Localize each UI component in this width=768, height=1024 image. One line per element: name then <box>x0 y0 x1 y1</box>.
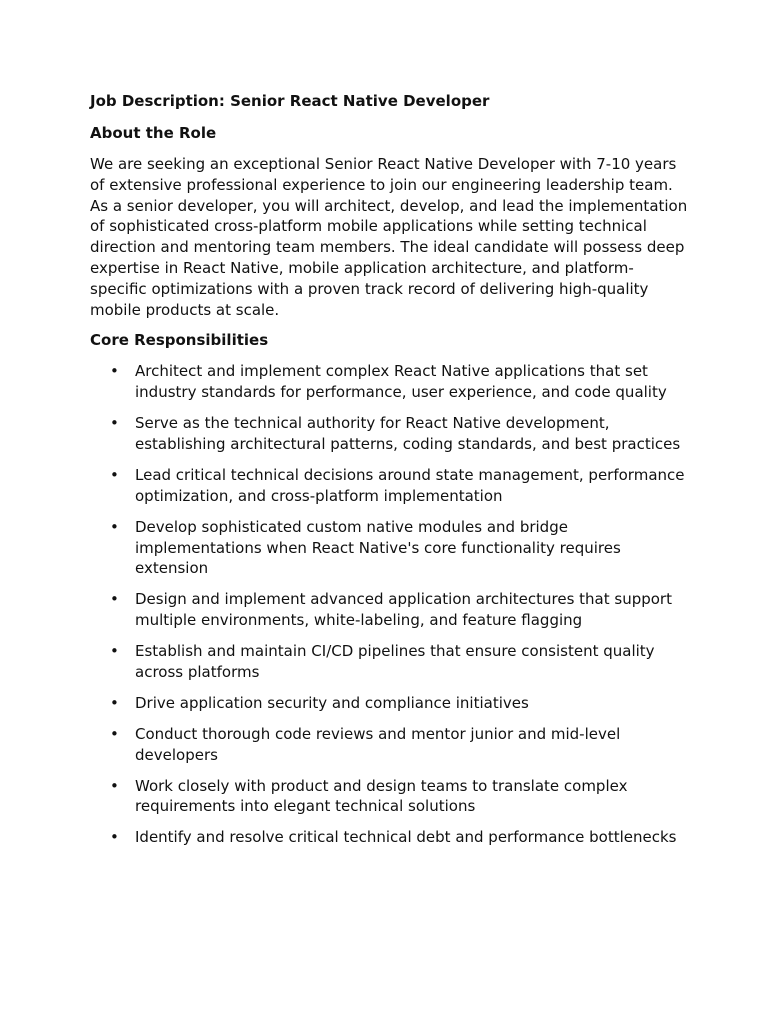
list-item <box>90 589 690 631</box>
list-item-text: Architect and implement complex React Native applications that set industry standards for performance, user experience, and code quality <box>135 362 667 402</box>
bullet-icon: • <box>110 414 119 433</box>
about-heading: About the Role <box>90 124 217 142</box>
document-title: Job Description: Senior React Native Developer <box>90 92 490 110</box>
list-item <box>90 413 690 455</box>
bullet-icon: • <box>110 776 119 795</box>
bullet-icon: • <box>110 724 119 743</box>
list-item-text: Develop sophisticated custom native modules and bridge implementations when React Native's core functionality requires extension <box>135 517 621 578</box>
list-item <box>90 693 690 714</box>
list-item <box>90 361 690 403</box>
document-page <box>90 91 690 858</box>
list-item <box>90 827 690 848</box>
list-item <box>90 776 690 818</box>
list-item-text: Design and implement advanced application architectures that support multiple environments, white-labeling, and feature flagging <box>135 590 672 630</box>
list-item-text: Establish and maintain CI/CD pipelines that ensure consistent quality across platforms <box>135 642 655 681</box>
list-item-text: Conduct thorough code reviews and mentor junior and mid-level developers <box>135 724 621 764</box>
list-item-text: Drive application security and compliance initiatives <box>135 693 529 712</box>
about-paragraph: We are seeking an exceptional Senior React Native Developer with 7-10 years of extensive professional experience to join our engineering leadership team. As a senior developer, you will architect, develop, and lead the implementation of sophisticated cross-platform mobile applications while setting technical direction and mentoring team members. The ideal candidate will possess deep expertise in React Native, mobile application architecture, and platform-specific optimizations with a proven track record of delivering high-quality mobile products at scale. <box>90 155 688 319</box>
list-item-text: Work closely with product and design teams to translate complex requirements into elegant technical solutions <box>135 776 628 816</box>
responsibilities-heading: Core Responsibilities <box>90 331 269 350</box>
bullet-icon: • <box>110 517 119 536</box>
list-item-text: Identify and resolve critical technical debt and performance bottlenecks <box>135 828 677 847</box>
bullet-icon: • <box>110 642 119 661</box>
list-item <box>90 724 690 766</box>
list-item-text: Serve as the technical authority for React Native development, establishing architectural patterns, coding standards, and best practices <box>135 414 681 453</box>
bullet-icon: • <box>110 590 119 609</box>
list-item <box>90 641 690 683</box>
list-item <box>90 465 690 507</box>
bullet-icon: • <box>110 362 119 381</box>
list-item <box>90 517 690 579</box>
bullet-icon: • <box>110 465 119 484</box>
bullet-icon: • <box>110 828 119 847</box>
list-item-text: Lead critical technical decisions around state management, performance optimization, and cross-platform implementation <box>135 465 685 505</box>
responsibilities-list <box>90 361 690 848</box>
bullet-icon: • <box>110 693 119 712</box>
